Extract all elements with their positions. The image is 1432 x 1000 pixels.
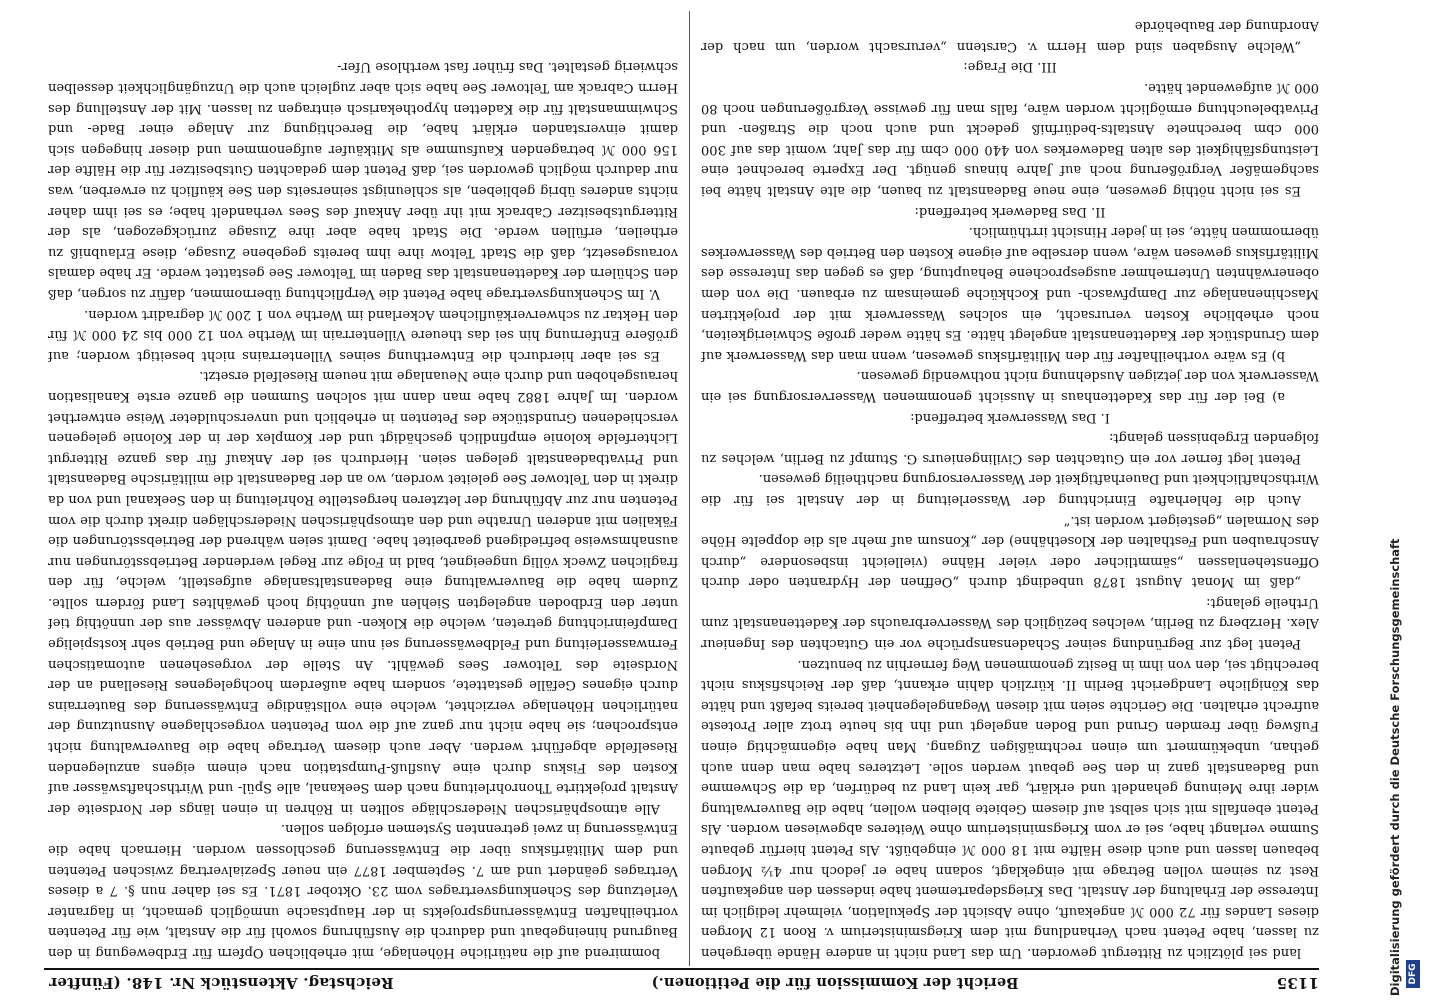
paragraph: Auch die fehlerhafte Einrichtung der Wasserleitung in der Anstalt sei für die Wirthschaftlichkeit und Dauerhaftigkeit der Wasserversorgung nachtheilig gewesen. bbox=[701, 471, 1319, 507]
paragraph: a) Bei der für das Kadettenhaus in Aussicht genommenen Wasserversorgung sei ein Wasserwerk von der jetzigen Ausdehnung nicht nothwendig gewesen. bbox=[701, 368, 1319, 404]
paragraph: „daß im Monat August 1878 unbedingt durch „Oeffnen der Hydranten oder durch Offenstehenlassen „sämmtlicher oder vieler Hähne (vielleicht insbesondere „durch Anschrauben und Festhalten der Klosethähne) der „Konsum auf mehr als die doppelte Höhe des Normalen „gesteigert worden ist.“ bbox=[701, 512, 1319, 590]
dfg-logo: DFG bbox=[1406, 960, 1420, 988]
paragraph: b) Es wäre vortheilhafter für den Militärfiskus gewesen, wenn man das Wasserwerk auf dem Grundstück der Kadettenanstalt angelegt hätte. Es hätte weder große Schwierigkeiten, noch erhebliche Kosten verursacht, ein solches Wasserwerk mit der projektirten Maschinenanlage zur Dampfwasch- und Kochküche gemeinsam zu erbauen. Die von dem obenerwähnten Unternehmer ausgesprochene Behauptung, daß es gegen das Interesse des Militärfiskus gewesen wäre, wenn derselbe auf eigene Kosten den Betrieb des Wasserwerkes übernommen hätte, sei in jeder Hinsicht irrthümlich. bbox=[701, 224, 1319, 363]
header-title-part-1: Reichstag. Aktenstück Nr. 148. (Fünfter bbox=[49, 974, 394, 992]
section-heading: III. Die Frage: bbox=[963, 59, 1057, 75]
paragraph: Es sei aber hierdurch die Entwerthung seines Villenterrains nicht beseitigt worden; auf größere Entfernung hin sei das theuere Villenterrain im Werthe von 12 000 bis 24 000 ℳ für den Hektar zu schwerverkäuflichem Ackerland im Werthe von 1 200 ℳ degradirt worden. bbox=[48, 306, 678, 363]
page-header bbox=[49, 972, 1319, 994]
paragraph: „Welche Ausgaben sind dem Herrn v. Carstenn „verursacht worden, um nach der Anordnung der Baubehörde bbox=[701, 18, 1319, 54]
header-title-part-2: Bericht der Kommission für die Petitionen.) bbox=[651, 974, 1019, 992]
paragraph: Es sei nicht nöthig gewesen, eine neue Badeanstalt zu bauen, die alte Anstalt hätte bei sachgemäßer Vergrößerung noch auf Jahre hinaus genügt. Der Experte berechnet eine Leistungsfähigkeit des alten Badewerkes von 440 000 cbm für das Jahr, womit das auf 300 000 cbm berechnete Anstalts-bedürfniß gedeckt und auch noch die Straßen- und Privatbeleuchtung ermöglicht worden wäre, falls man für gewisse Vergrößerungen noch 80 000 ℳ aufgewendet hätte. bbox=[701, 80, 1319, 199]
funding-notice: Digitalisierung gefördert durch die Deutsche Forschungsgemeinschaft bbox=[1388, 538, 1402, 996]
section-heading: II. Das Badewerk betreffend: bbox=[914, 203, 1106, 219]
paragraph: Petent legt zur Begründung seiner Schadensansprüche vor ein Gutachten des Ingenieur Alex. Herzberg zu Berlin, welches bezüglich des Wasserverbrauchs der Kadettenanstalt zum Urtheile gelangt: bbox=[701, 594, 1319, 652]
paragraph: Alle atmosphärischen Niederschläge sollten in Röhren in einen längs der Nordseite der Anstalt projektirte Thonrohrleitung nach dem Seekanal, alle Spül- und Wirthschaftswässer auf Kosten des Fiskus durch eine Ausfluß-Pumpstation nach einem eigens anzulegenden Rieselfelde abgeführt werden. Aber auch diesem Vertrage habe die Bauverwaltung nicht entsprochen; sie habe nicht nur ganz auf die vom Petenten vorgeschlagene Ausnutzung der natürlichen Höhenlage verzichtet, welche eine vollständige Entwässerung des Bauterrains durch eigenes Gefälle gestattete, sondern habe außerdem hochgelegenes Rieselland an der Nordseite des Teltower Sees gewählt. An Stelle der vorgesehenen automatischen Fernwasserleitung und Feldbewässerung sei nun eine in Anlage und Betrieb sehr kostspielige Dampfeinrichtung getreten, welche die Kloken- und anderen Abwässer aus der unnöthig tief unter den Erdboden angelegten Siehlen auf unnöthig hoch gewähltes Land fördern sollte. Zudem habe die Bauverwaltung eine Badeanstaltsanlage aufgestellt, welche, für den fraglichen Zweck völlig ungeeignet, bald in Folge zur Regel werdender Betriebsstörungen nur ausnahmsweise befriedigend gearbeitet habe. Damit seien während der Betriebsstörungen die Fäkalien mit anderen Unrathe und den atmosphärischen Niederschlägen direkt durch die vom Petenten nur zur Abführung der letzteren hergestellte Rohrleitung in den Seekanal und von da direkt in den Teltower See geleitet worden, wo an der Badeanstalt die militärische Badeanstalt und Privatbadeanstalt gelegen seien. Hierdurch sei der Ankauf für das ganze Rittergut Lichterfelde kolonie empfindlich geschädigt und der Komplex der in der Kolonie gelegenen verschiedenen Grundstücke des Petenten in erheblich und unverschuldeter Weise entwerthet worden. Im Jahre 1882 habe man dann mit solchen Summen die ganze erste Kanalisation herausgehoben und durch eine Neuanlage mit neuem Rieselfeld ersetzt. bbox=[48, 368, 678, 816]
paragraph: Petent legt ferner vor ein Gutachten des Civilingenieurs G. Stumpf zu Berlin, welches zu folgenden Ergebnissen gelangt: bbox=[701, 430, 1319, 466]
column-divider bbox=[689, 11, 690, 966]
paragraph: V. Im Schenkungsvertrage habe Petent die Verpflichtung übernommen, dafür zu sorgen, daß den Schülern der Kadettenanstalt das Baden im Teltower See gestattet werde. Er habe damals vorausgesetzt, daß die Stadt Teltow ihre ihm bereits gegebene Zusage, diese Erlaubniß zu ertheilen, erfüllen werde. Die Stadt habe aber ihre Zusage zurückgezogen, als der Rittergutsbesitzer Cabrack mit ihr über Ankauf des Sees verhandelt habe; es sei ihm daher nichts anderes übrig geblieben, als schleunigst seinerseits den See käuflich zu erwerben, was nur dadurch möglich geworden sei, daß Petent dem gedachten Gutsbesitzer für die Hälfte der 156 000 ℳ betragenden Kaufsumme als Mitkäufer aufgenommen und dieser hingegen sich damit einverstanden erklärt habe, die Berechtigung zur Anlage einer Bade- und Schwimmanstalt für die Kadetten hypothekarisch eintragen zu lassen. Mit der Anstellung des Herrn Cabrack am Teltower See habe sich aber zugleich auch die Unzugänglichkeit desselben schwierig gestaltet. Das früher fast werthlose Ufer- bbox=[48, 59, 678, 301]
paragraph: bommirend auf die natürliche Höhenlage, mit erheblichen Opfern für Erdbewegung in den Baugrund hineingebaut und dadurch die Ausführung sowohl für die Anstalt, wie für Petenten vortheilhaften Entwässerungsprojekts in der Hauptsache unmöglich gemacht, in flagranter Verletzung des Schenkungsvertrages vom 23. Oktober 1871. Es sei daher nun §. 7 a dieses Vertrages geändert und am 7. September 1877 ein neuer Spezialvertrag zwischen Petenten und dem Militärfiskus über die Entwässerung geschlossen worden. Hiernach habe die Entwässerung in zwei getrennten Systemen erfolgen sollen. bbox=[48, 821, 678, 960]
right-column bbox=[48, 12, 678, 962]
page-number: 1135 bbox=[1276, 974, 1319, 992]
paragraph: land sei plötzlich zu Rittergut geworden. Um das Land nicht in andere Hände übergehen zu lassen, habe Petent nach Verhandlung mit dem Kriegsministerium v. Roon 12 Morgen dieses Landes für 72 000 ℳ angekauft, ohne Absicht der Spekulation, vielmehr lediglich im Interesse der Erhaltung der Anstalt. Das Kriegsdepartement habe indessen den angekauften Rest zu seinem vollen Betrage mit eingeklagt, sodann habe er jedoch nur 4½ Morgen bebauen lassen und auch diese Hälfte mit 18 000 ℳ eingebüßt. Als Petent hierfür gebaute Summe verlangt habe, sei er vom Kriegsministerium ohne Weiteres abgewiesen worden. Als Petent ebenfalls mit sich selbst auf diesem Gebiete bleiben wollen, habe die Bauverwaltung wider ihre Meinung gehandelt und erklärt, gar kein Land zu bedürfen, da die Schwemme und Badeanstalt ganz in den See gebaut werden solle. Letzteres habe man denn auch gethan, unbekümmert um einen rechtmäßigen Zugang. Man habe eigenmächtig einen Fußweg über fremden Grund und Boden angelegt und ihn bis heute trotz aller Proteste aufrecht erhalten. Die Gerichte seien mit diesen Wegangelegenheit bereits befaßt und hätte das Königliche Landgericht Berlin II. kürzlich dahin erkannt, daß der Reichsfiskus nicht berechtigt sei, den von ihm in Besitz genommenen Weg fernerhin zu benutzen. bbox=[701, 656, 1319, 960]
section-heading: I. Das Wasserwerk betreffend: bbox=[910, 409, 1110, 425]
header-rule bbox=[44, 968, 1319, 970]
left-column bbox=[701, 12, 1319, 962]
